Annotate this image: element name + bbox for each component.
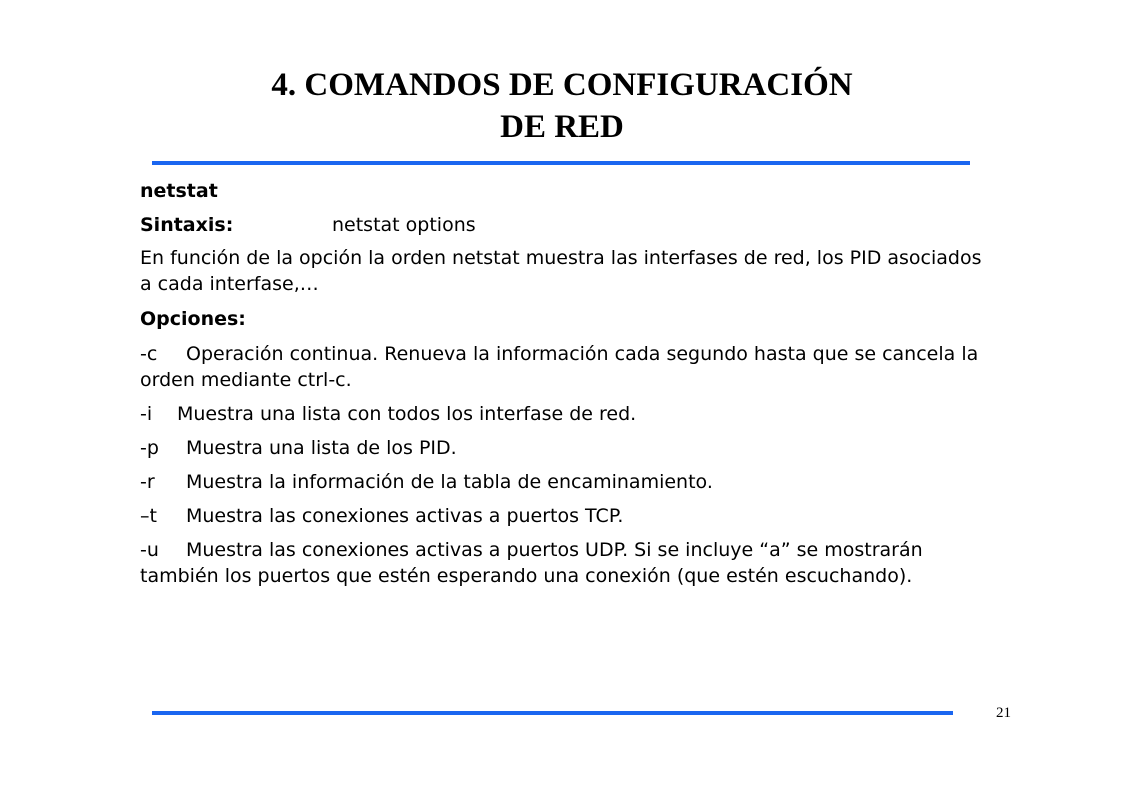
slide-title xyxy=(152,64,972,148)
syntax-line xyxy=(140,212,990,238)
option-text: Muestra una lista de los PID. xyxy=(186,437,457,459)
option-flag: -u xyxy=(140,539,159,561)
command-name: netstat xyxy=(140,180,218,202)
bottom-divider xyxy=(152,711,953,715)
options-heading: Opciones: xyxy=(140,308,246,330)
syntax-label: Sintaxis: xyxy=(140,214,234,236)
command-description: En función de la opción la orden netstat muestra las interfases de red, los PID asociados a cada interfase,… xyxy=(140,247,982,295)
option-flag: –t xyxy=(140,505,157,527)
option-text: Muestra las conexiones activas a puertos TCP. xyxy=(186,505,624,527)
syntax-value: netstat options xyxy=(332,214,476,236)
page-number: 21 xyxy=(996,705,1011,721)
option-text: Muestra las conexiones activas a puertos UDP. Si se incluye “a” se mostrarán también los puertos que estén esperando una conexión (que estén escuchando). xyxy=(140,539,923,587)
option-flag: -p xyxy=(140,437,159,459)
option-flag: -i xyxy=(140,403,153,425)
option-p xyxy=(140,435,990,461)
slide-content xyxy=(140,178,990,597)
option-text: Muestra la información de la tabla de encaminamiento. xyxy=(186,471,713,493)
option-c xyxy=(140,341,990,393)
option-t xyxy=(140,503,990,529)
option-u xyxy=(140,537,990,589)
title-line-1: 4. COMANDOS DE CONFIGURACIÓN xyxy=(271,67,853,103)
option-text: Muestra una lista con todos los interfase de red. xyxy=(177,403,637,425)
title-line-2: DE RED xyxy=(500,109,624,145)
option-flag: -r xyxy=(140,471,155,493)
option-text: Operación continua. Renueva la información cada segundo hasta que se cancela la orden mediante ctrl-c. xyxy=(140,343,979,391)
option-flag: -c xyxy=(140,343,158,365)
option-r xyxy=(140,469,990,495)
top-divider xyxy=(152,161,970,165)
option-i xyxy=(140,401,990,427)
